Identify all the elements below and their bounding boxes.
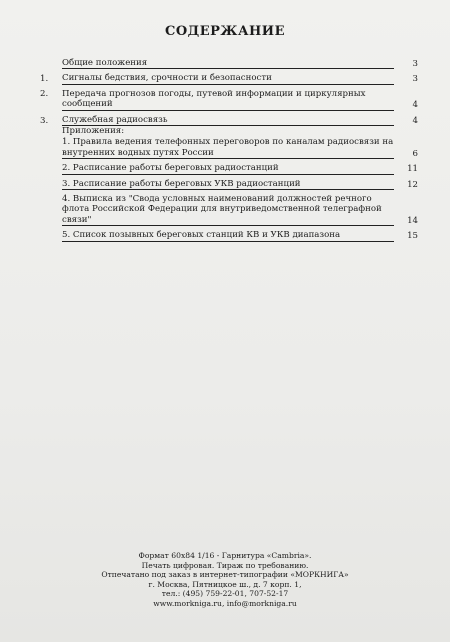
imprint-line: www.morkniga.ru, info@morkniga.ru [153,598,297,608]
toc-entry-text-cont: сообщений [62,99,394,110]
toc-page-number: 4 [412,100,418,111]
toc-item-number: 2. [40,88,49,99]
toc-item-number: 1. [40,74,49,85]
page-title: СОДЕРЖАНИЕ [164,24,286,39]
toc-page-number: 11 [407,164,418,175]
toc-entry-text: Общие положения [62,58,148,68]
toc-page-number: 12 [407,179,418,190]
imprint-line: Отпечатано под заказ в интернет-типографии «МОРКНИГА» [101,570,349,580]
table-of-contents [40,58,418,242]
imprint-footer [0,551,450,609]
appendix-item-3: 3. Расписание работы береговых УКВ радиостанций 12 [62,178,418,190]
appendix-item-1: 1. Правила ведения телефонных переговоров по каналам радиосвязи на внутренних водных путях России 6 [62,137,418,159]
appendix-item-5: 5. Список позывных береговых станций КВ и УКВ диапазона 15 [62,230,418,242]
toc-page-number: 3 [412,74,418,85]
toc-entry-text: Служебная радиосвязь [62,114,168,125]
imprint-line: Формат 60x84 1/16 - Гарнитура «Cambria». [138,551,312,560]
imprint-line: тел.: (495) 759-22-01, 707-52-17 [161,589,289,599]
imprint-line: Печать цифровая. Тираж по требованию. [141,560,309,570]
toc-page-number: 4 [412,115,418,126]
toc-row-2 [40,89,418,111]
toc-row-3 [40,115,418,126]
appendix-item-4: 4. Выписка из "Свода условных наименований должностей речного флота Российской Федерации для внутриведомственной телеграфной связи" 14 [62,194,418,226]
appendix-list [40,137,418,241]
appendix-item-2: 2. Расписание работы береговых радиостанций 11 [62,163,418,175]
imprint-line: г. Москва, Пятницкое ш., д. 7 корп. 1, [148,579,302,589]
toc-entry-text: Передача прогнозов погоды, путевой информации и циркулярных [62,88,366,99]
toc-page-number: 14 [407,215,418,226]
toc-item-number: 3. [40,115,49,126]
appendix-heading: Приложения: [62,126,125,137]
appendix-heading-row [40,126,418,136]
toc-page-number: 6 [412,148,418,159]
toc-row-1 [40,73,418,84]
toc-row-general [40,58,418,69]
toc-page-number: 15 [407,231,418,242]
toc-page-number: 3 [412,59,418,69]
toc-entry-text: Сигналы бедствия, срочности и безопасности [62,73,272,84]
